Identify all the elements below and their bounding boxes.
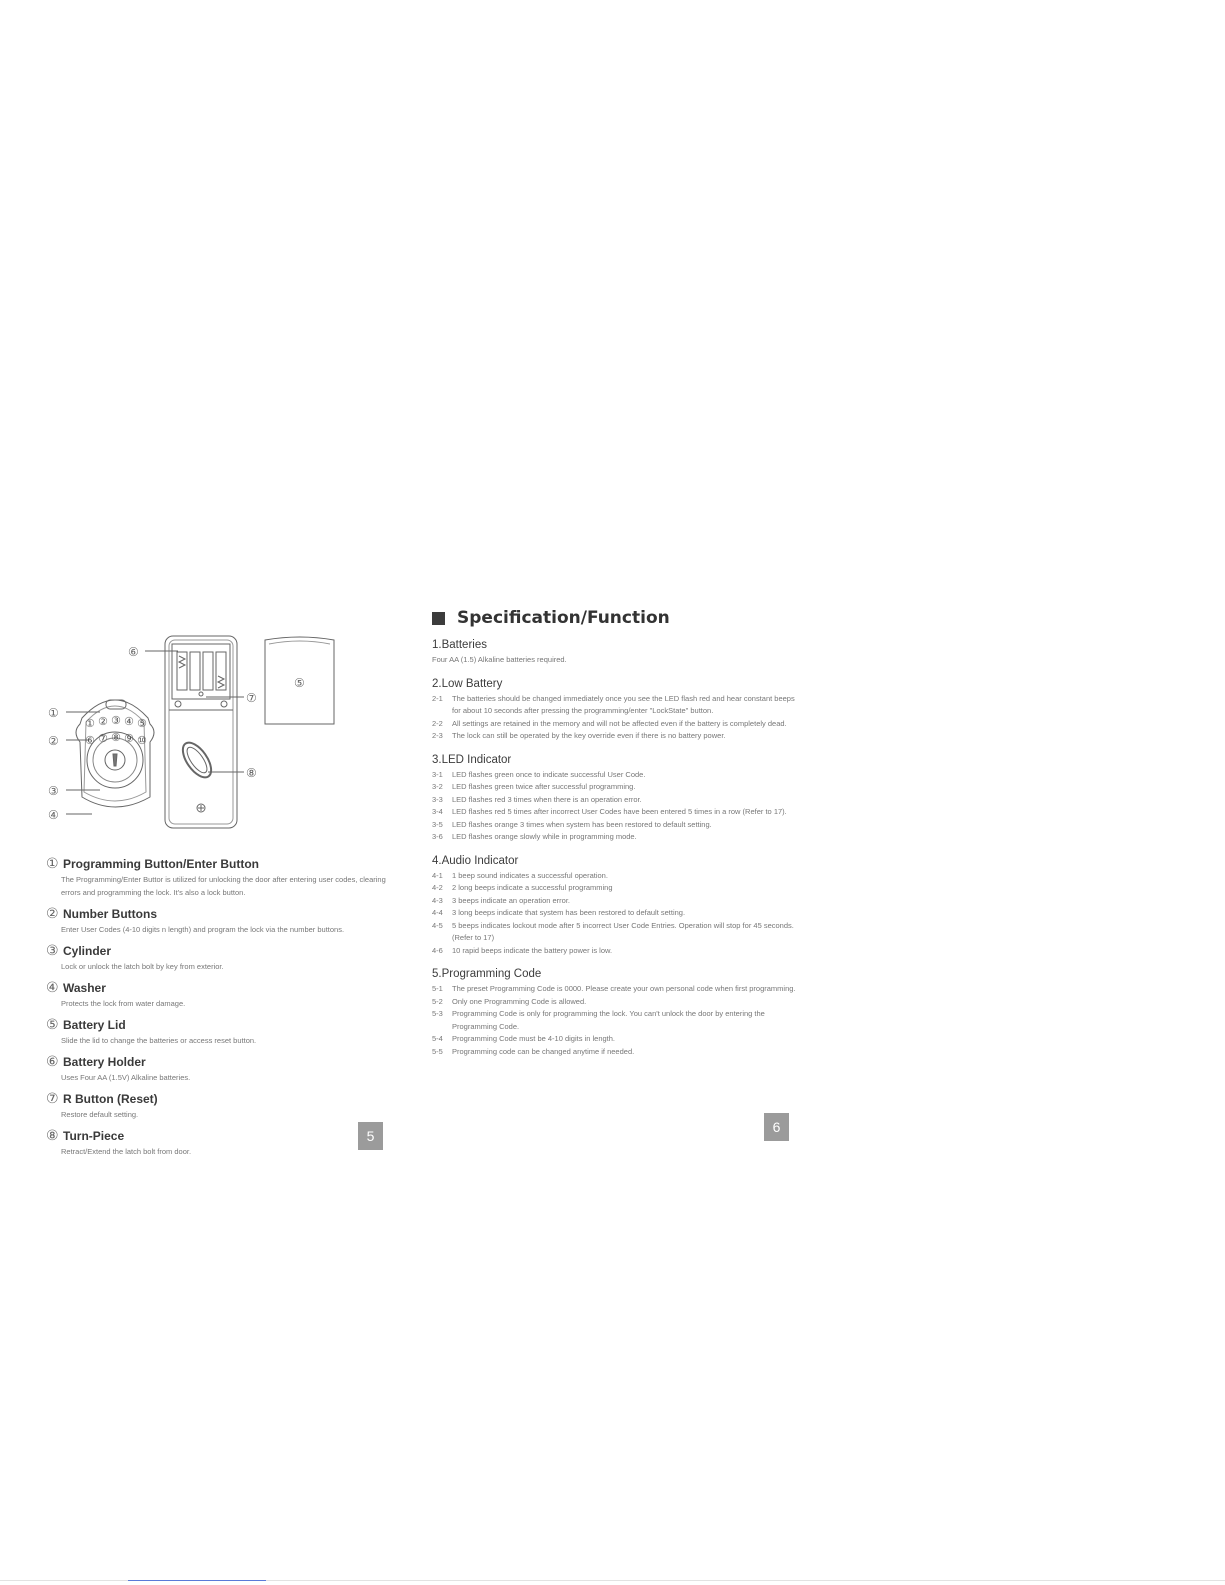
item-number: 3-5 [432,819,443,829]
part-item [46,1090,386,1121]
list-item [432,882,802,895]
part-description: Protects the lock from water damage. [61,999,186,1008]
part-description: Retract/Extend the latch bolt from door. [61,1147,192,1156]
section-text: Four AA (1.5) Alkaline batteries required. [432,655,567,664]
list-item [432,693,802,718]
section-programming-code [432,967,802,1058]
keypad-key-2: ② [98,715,108,728]
part-number: ① [46,856,59,872]
list-item [432,1008,802,1033]
keypad-key-3: ③ [111,714,121,727]
part-title: Turn-Piece [63,1129,125,1143]
section-title: 4.Audio Indicator [432,854,519,867]
item-text: LED flashes red 3 times when there is an operation error. [452,794,642,804]
part-title: Battery Lid [63,1018,126,1032]
part-title: Battery Holder [63,1055,146,1069]
part-title: R Button (Reset) [63,1092,158,1106]
item-text: 3 long beeps indicate that system has been restored to default setting. [452,908,686,917]
item-text: LED flashes green twice after successful programming. [452,782,636,791]
item-number: 3-3 [432,794,443,804]
item-number: 2-2 [432,718,443,728]
keypad-key-1: ① [85,717,95,730]
part-description: Enter User Codes (4-10 digits n length) and program the lock via the number buttons. [61,925,345,934]
part-item [46,1053,386,1084]
keypad-key-4: ④ [124,715,134,728]
turn-piece-shape [177,738,216,782]
item-number: 3-6 [432,832,443,841]
keypad-key-9: ⑨ [124,732,134,745]
section-low-battery [432,677,802,743]
part-title: Washer [63,981,106,995]
list-item [432,730,802,743]
bottom-link-underline [128,1580,266,1581]
reset-button-shape [199,692,203,696]
part-item [46,942,386,973]
list-item [432,870,802,883]
parts-list [46,855,386,1164]
callout-1: ① [48,706,59,720]
item-number: 3-2 [432,782,443,791]
page-number-left: 5 [358,1122,383,1150]
list-item [432,819,802,832]
part-number: ⑧ [46,1128,59,1144]
callout-3: ③ [48,784,59,798]
section-title: 1.Batteries [432,639,487,651]
part-description: Uses Four AA (1.5V) Alkaline batteries. [61,1073,191,1082]
keypad-key-6: ⑥ [85,734,95,747]
list-item [432,794,802,807]
item-text: 10 rapid beeps indicate the battery power is low. [452,945,613,955]
callout-2: ② [48,734,59,748]
part-number: ⑤ [46,1017,59,1033]
item-number: 2-3 [432,731,443,740]
section-audio-indicator [432,854,802,958]
item-text: LED flashes red 5 times after incorrect User Codes have been entered 5 times in a row (Refer to 17). [452,807,787,816]
item-text: 2 long beeps indicate a successful programming [452,883,613,892]
page-number-right: 6 [764,1113,789,1141]
part-title: Programming Button/Enter Button [63,857,259,871]
callout-8: ⑧ [246,766,257,780]
section-led-indicator [432,753,802,844]
item-number: 4-3 [432,895,443,905]
list-item [432,996,802,1009]
list-item [432,769,802,782]
list-item [432,895,802,908]
part-item [46,1016,386,1047]
item-text: 1 beep sound indicates a successful operation. [452,870,608,880]
section-title: 5.Programming Code [432,968,542,980]
item-number: 5-5 [432,1046,443,1056]
spec-title: Specification/Function [457,608,670,628]
section-title: 2.Low Battery [432,677,503,690]
list-item [432,718,802,731]
item-number: 4-1 [432,870,443,880]
part-description: Restore default setting. [61,1110,139,1119]
list-item [432,831,802,844]
list-item [432,781,802,794]
item-number: 3-4 [432,807,443,816]
item-text: The batteries should be changed immediately once you see the LED flash red and hear constant beeps for about 10 seconds after pressing the programming/enter "LockState" button. [452,693,795,715]
part-number: ③ [46,943,59,959]
item-text: LED flashes orange 3 times when system has been restored to default setting. [452,819,712,829]
part-description: Slide the lid to change the batteries or access reset button. [61,1036,257,1045]
item-number: 5-1 [432,984,443,993]
part-number: ⑥ [46,1054,59,1070]
list-item [432,945,802,958]
item-text: The preset Programming Code is 0000. Please create your own personal code when first programming. [452,984,796,993]
section-title: 3.LED Indicator [432,753,512,766]
item-number: 4-4 [432,908,443,917]
part-number: ④ [46,980,59,996]
list-item [432,806,802,819]
item-text: 5 beeps indicates lockout mode after 5 incorrect User Code Entries. Operation will stop for 45 seconds. (Refer to 17) [452,920,794,942]
part-description: The Programming/Enter Buttor is utilized for unlocking the door after entering user codes, clearing errors and programming the lock. It's also a lock button. [61,875,386,897]
part-description: Lock or unlock the latch bolt by key from exterior. [61,962,224,971]
callout-5: ⑤ [294,676,305,690]
list-item [432,920,802,945]
heading-square-icon [432,612,445,625]
part-number: ② [46,906,59,922]
part-item [46,1127,386,1158]
list-item [432,1033,802,1046]
item-number: 5-2 [432,996,443,1006]
item-text: LED flashes green once to indicate successful User Code. [452,769,646,779]
part-item [46,855,386,899]
lock-parts-diagram [40,632,370,847]
item-number: 2-1 [432,693,443,703]
item-number: 4-5 [432,920,443,930]
part-title: Cylinder [63,944,112,958]
list-item [432,907,802,920]
part-number: ⑦ [46,1091,59,1107]
item-text: The lock can still be operated by the key override even if there is no battery power. [452,731,726,740]
specification-section [432,608,802,1068]
keypad-key-8: ⑧ [111,731,121,744]
item-text: All settings are retained in the memory and will not be affected even if the battery is completely dead. [452,718,787,728]
item-text: 3 beeps indicate an operation error. [452,895,570,905]
item-text: Programming Code is only for programming the lock. You can't unlock the door by entering the Programming Code. [452,1009,765,1031]
item-text: Programming code can be changed anytime if needed. [452,1046,635,1056]
item-number: 5-4 [432,1034,443,1043]
part-item [46,905,386,936]
keypad-key-10: ⑩ [137,734,147,747]
section-batteries [432,638,802,667]
item-text: Only one Programming Code is allowed. [452,996,587,1006]
keypad-key-7: ⑦ [98,732,108,745]
part-title: Number Buttons [63,907,157,921]
item-number: 4-2 [432,883,443,892]
list-item [432,1046,802,1059]
item-number: 3-1 [432,769,443,779]
list-item [432,983,802,996]
item-text: LED flashes orange slowly while in programming mode. [452,832,637,841]
callout-4: ④ [48,808,59,822]
callout-6: ⑥ [128,645,139,659]
keypad-key-5: ⑤ [137,717,147,730]
part-item [46,979,386,1010]
item-number: 5-3 [432,1009,443,1018]
item-number: 4-6 [432,945,443,955]
callout-7: ⑦ [246,691,257,705]
spec-heading [432,608,802,628]
item-text: Programming Code must be 4-10 digits in length. [452,1034,616,1043]
